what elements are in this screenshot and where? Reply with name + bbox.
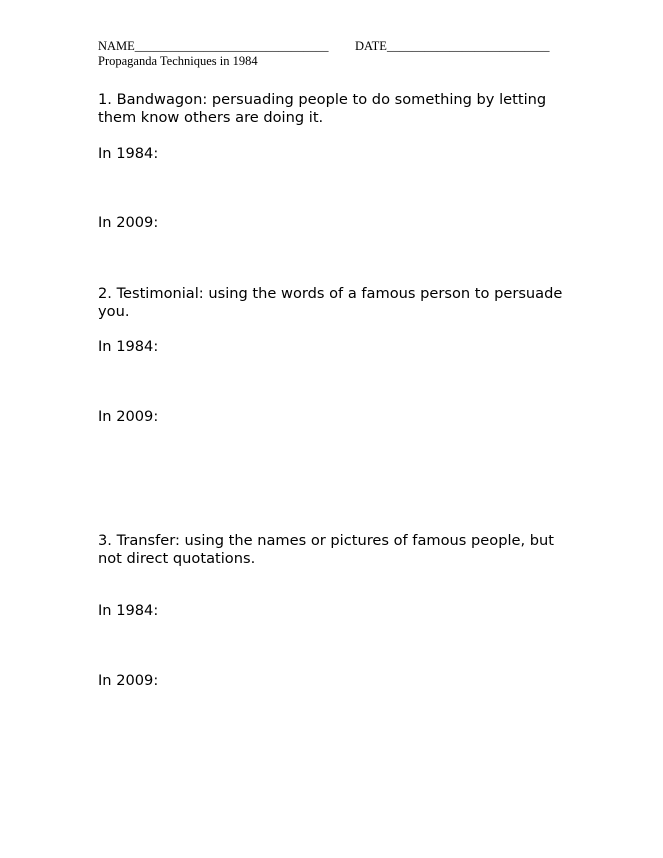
prompt-1984-testimonial: In 1984:: [98, 338, 159, 355]
prompt-2009-testimonial: In 2009:: [98, 408, 159, 425]
question-bandwagon: 1. Bandwagon: persuading people to do something by letting them know others are doing it.: [98, 91, 547, 126]
question-transfer: 3. Transfer: using the names or pictures of famous people, but not direct quotations.: [98, 532, 555, 567]
question-testimonial: 2. Testimonial: using the words of a famous person to persuade you.: [98, 285, 563, 320]
worksheet-subtitle: Propaganda Techniques in 1984: [98, 54, 258, 68]
prompt-2009-bandwagon: In 2009:: [98, 214, 159, 231]
date-field[interactable]: DATE__________________________: [355, 39, 550, 53]
prompt-1984-bandwagon: In 1984:: [98, 145, 159, 162]
name-field[interactable]: NAME_______________________________: [98, 39, 329, 53]
prompt-1984-transfer: In 1984:: [98, 602, 159, 619]
prompt-2009-transfer: In 2009:: [98, 672, 159, 689]
